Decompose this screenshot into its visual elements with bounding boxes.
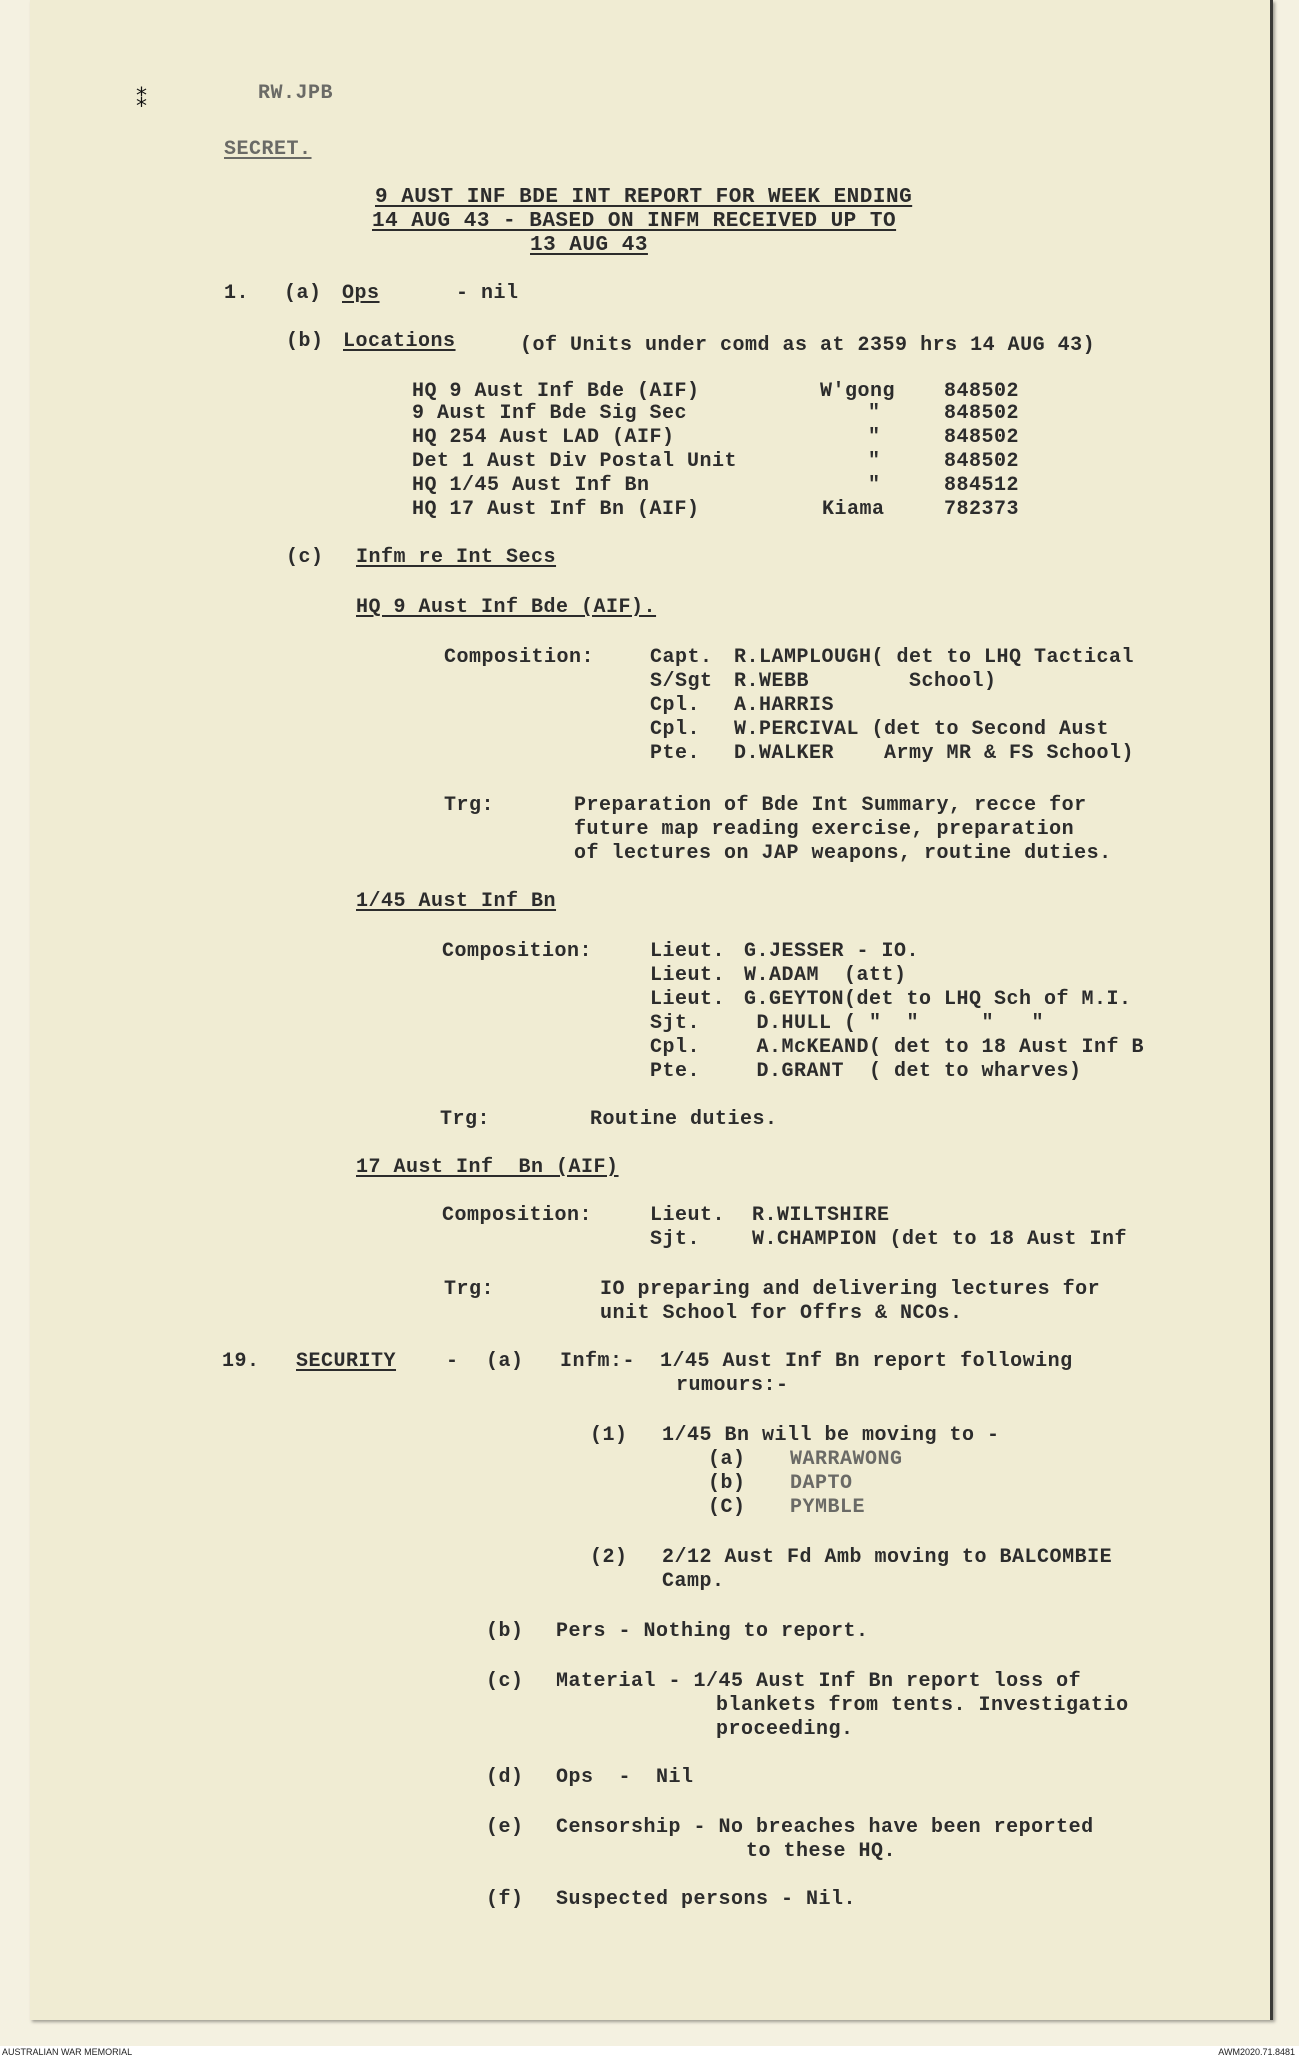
location-ref: 848502 (944, 426, 1020, 449)
member-detail: R.WILTSHIRE (752, 1204, 890, 1227)
security-item-label: (d) (486, 1766, 524, 1789)
member-rank: Cpl. (650, 694, 701, 717)
footer (0, 2047, 1299, 2061)
member-rank: Lieut. (650, 964, 726, 987)
security-item-label: (b) (486, 1620, 524, 1643)
security-item-text: Material - 1/45 Aust Inf Bn report loss of (556, 1670, 1082, 1693)
location-unit: HQ 9 Aust Inf Bde (AIF) (412, 380, 700, 403)
member-rank: Cpl. (650, 1036, 701, 1059)
trg-line: of lectures on JAP weapons, routine duties. (574, 842, 1112, 865)
location-ref: 884512 (944, 474, 1020, 497)
trg-line: Routine duties. (590, 1108, 778, 1131)
security-item-text: proceeding. (716, 1718, 854, 1741)
location-ref: 848502 (944, 380, 1020, 403)
member-detail: R.WEBB School) (734, 670, 997, 693)
location-place: " (868, 474, 881, 497)
member-detail: W.CHAMPION (det to 18 Aust Inf (752, 1228, 1128, 1251)
rumour-number: (1) (590, 1424, 628, 1447)
member-detail: D.WALKER Army MR & FS School) (734, 742, 1135, 765)
trg-line: unit School for Offrs & NCOs. (600, 1302, 963, 1325)
rumour-text-continued: Camp. (662, 1570, 725, 1593)
location-ref: 848502 (944, 402, 1020, 425)
report-title-line-1: 9 AUST INF BDE INT REPORT FOR WEEK ENDING (375, 186, 913, 209)
rumour-option-place: PYMBLE (790, 1496, 866, 1519)
security-heading: SECURITY (296, 1350, 397, 1373)
infm-text-continued: rumours:- (676, 1374, 789, 1397)
member-detail: G.JESSER - IO. (744, 940, 920, 963)
infm-text: Infm:- 1/45 Aust Inf Bn report following (560, 1350, 1073, 1373)
location-unit: 9 Aust Inf Bde Sig Sec (412, 402, 688, 425)
footer-accession-number: AWM2020.71.8481 (1218, 2047, 1295, 2057)
section-1-number: 1. (224, 282, 250, 305)
locations-label: (b) (286, 330, 324, 353)
location-place: Kiama (822, 498, 885, 521)
int-secs-label: (c) (286, 546, 324, 569)
location-place: W'gong (820, 380, 896, 403)
trg-line: IO preparing and delivering lectures for (600, 1278, 1101, 1301)
member-detail: R.LAMPLOUGH( det to LHQ Tactical (734, 646, 1135, 669)
location-unit: Det 1 Aust Div Postal Unit (412, 450, 738, 473)
member-detail: D.GRANT ( det to wharves) (744, 1060, 1082, 1083)
security-item-label: (c) (486, 1670, 524, 1693)
location-unit: HQ 254 Aust LAD (AIF) (412, 426, 675, 449)
security-item-text: Censorship - No breaches have been reported (556, 1816, 1094, 1839)
report-title-line-3: 13 AUG 43 (530, 234, 648, 257)
rumour-option-label: (b) (708, 1472, 746, 1495)
location-ref: 782373 (944, 498, 1020, 521)
reference-code: RW.JPB (258, 82, 334, 105)
ink-mark: ⁑ (136, 89, 148, 114)
member-rank: S/Sgt (650, 670, 713, 693)
composition-label: Composition: (442, 940, 593, 963)
rumour-number: (2) (590, 1546, 628, 1569)
security-item-text: to these HQ. (746, 1840, 897, 1863)
security-item-text: Ops - Nil (556, 1766, 694, 1789)
rumour-option-place: WARRAWONG (790, 1448, 903, 1471)
locations-note: (of Units under comd as at 2359 hrs 14 AUG 43) (520, 334, 1096, 357)
security-item-text: Pers - Nothing to report. (556, 1620, 869, 1643)
ops-heading: Ops (342, 282, 380, 305)
member-detail: W.PERCIVAL (det to Second Aust (734, 718, 1110, 741)
member-rank: Lieut. (650, 1204, 726, 1227)
location-place: " (868, 402, 881, 425)
security-item-text: blankets from tents. Investigatio (716, 1694, 1129, 1717)
trg-label: Trg: (444, 1278, 495, 1301)
footer-institution: AUSTRALIAN WAR MEMORIAL (2, 2047, 133, 2057)
infm-label: (a) (486, 1350, 524, 1373)
location-ref: 848502 (944, 450, 1020, 473)
composition-label: Composition: (444, 646, 595, 669)
location-place: " (868, 450, 881, 473)
member-detail: W.ADAM (att) (744, 964, 907, 987)
member-rank: Lieut. (650, 988, 726, 1011)
int-secs-heading: Infm re Int Secs (356, 546, 557, 569)
member-rank: Capt. (650, 646, 713, 669)
security-item-label: (f) (486, 1888, 524, 1911)
security-dash: - (446, 1350, 459, 1373)
member-detail: D.HULL ( " " " " (744, 1012, 1045, 1035)
member-rank: Sjt. (650, 1012, 701, 1035)
location-unit: HQ 1/45 Aust Inf Bn (412, 474, 650, 497)
member-rank: Sjt. (650, 1228, 701, 1251)
locations-heading: Locations (343, 330, 456, 353)
location-unit: HQ 17 Aust Inf Bn (AIF) (412, 498, 700, 521)
unit-heading: 1/45 Aust Inf Bn (356, 890, 557, 913)
member-rank: Cpl. (650, 718, 701, 741)
ops-value: - nil (456, 282, 519, 305)
classification-label: SECRET. (224, 138, 312, 161)
member-detail: G.GEYTON(det to LHQ Sch of M.I. (744, 988, 1132, 1011)
trg-line: Preparation of Bde Int Summary, recce for (574, 794, 1087, 817)
member-rank: Pte. (650, 1060, 701, 1083)
member-rank: Lieut. (650, 940, 726, 963)
security-item-label: (e) (486, 1816, 524, 1839)
unit-heading: HQ 9 Aust Inf Bde (AIF). (356, 596, 657, 619)
trg-line: future map reading exercise, preparation (574, 818, 1075, 841)
ops-label: (a) (284, 282, 322, 305)
member-rank: Pte. (650, 742, 701, 765)
rumour-text: 1/45 Bn will be moving to - (662, 1424, 1000, 1447)
rumour-option-label: (C) (708, 1496, 746, 1519)
report-title-line-2: 14 AUG 43 - BASED ON INFM RECEIVED UP TO (372, 210, 897, 233)
rumour-option-place: DAPTO (790, 1472, 853, 1495)
member-detail: A.HARRIS (734, 694, 835, 717)
trg-label: Trg: (440, 1108, 491, 1131)
section-19-number: 19. (222, 1350, 260, 1373)
trg-label: Trg: (444, 794, 495, 817)
security-item-text: Suspected persons - Nil. (556, 1888, 857, 1911)
rumour-text: 2/12 Aust Fd Amb moving to BALCOMBIE (662, 1546, 1113, 1569)
unit-heading: 17 Aust Inf Bn (AIF) (356, 1156, 619, 1179)
composition-label: Composition: (442, 1204, 593, 1227)
member-detail: A.McKEAND( det to 18 Aust Inf B (744, 1036, 1145, 1059)
location-place: " (868, 426, 881, 449)
rumour-option-label: (a) (708, 1448, 746, 1471)
